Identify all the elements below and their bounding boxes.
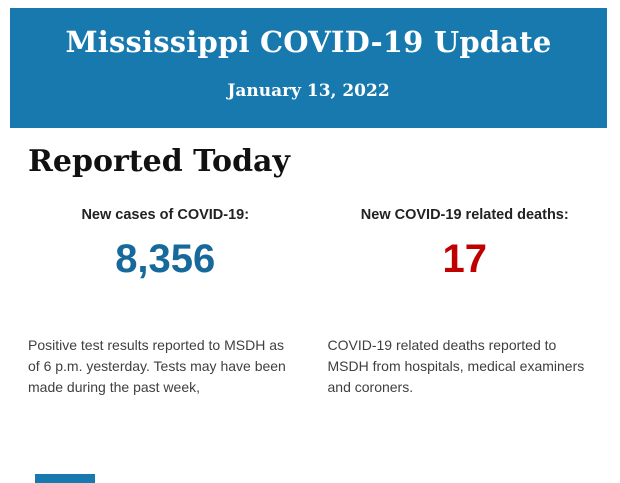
- page-title: Mississippi COVID-19 Update: [65, 25, 552, 59]
- new-cases-description: Positive test results reported to MSDH as of 6 p.m. yesterday. Tests may have been made during the past week,: [28, 337, 286, 395]
- report-date: January 13, 2022: [227, 81, 390, 101]
- new-cases-value: 8,356: [115, 237, 216, 281]
- stat-new-cases: [28, 207, 303, 398]
- stats-columns: [28, 207, 602, 398]
- next-section-banner-peek: [35, 474, 95, 483]
- new-cases-label: New cases of COVID-19:: [81, 207, 250, 223]
- section-heading-reported-today: Reported Today: [28, 144, 290, 179]
- stat-new-deaths: [328, 207, 603, 398]
- header-banner: [10, 8, 607, 128]
- new-deaths-label: New COVID-19 related deaths:: [360, 207, 569, 223]
- new-deaths-description: COVID-19 related deaths reported to MSDH from hospitals, medical examiners and coroners.: [327, 337, 585, 395]
- new-deaths-value: 17: [442, 237, 487, 281]
